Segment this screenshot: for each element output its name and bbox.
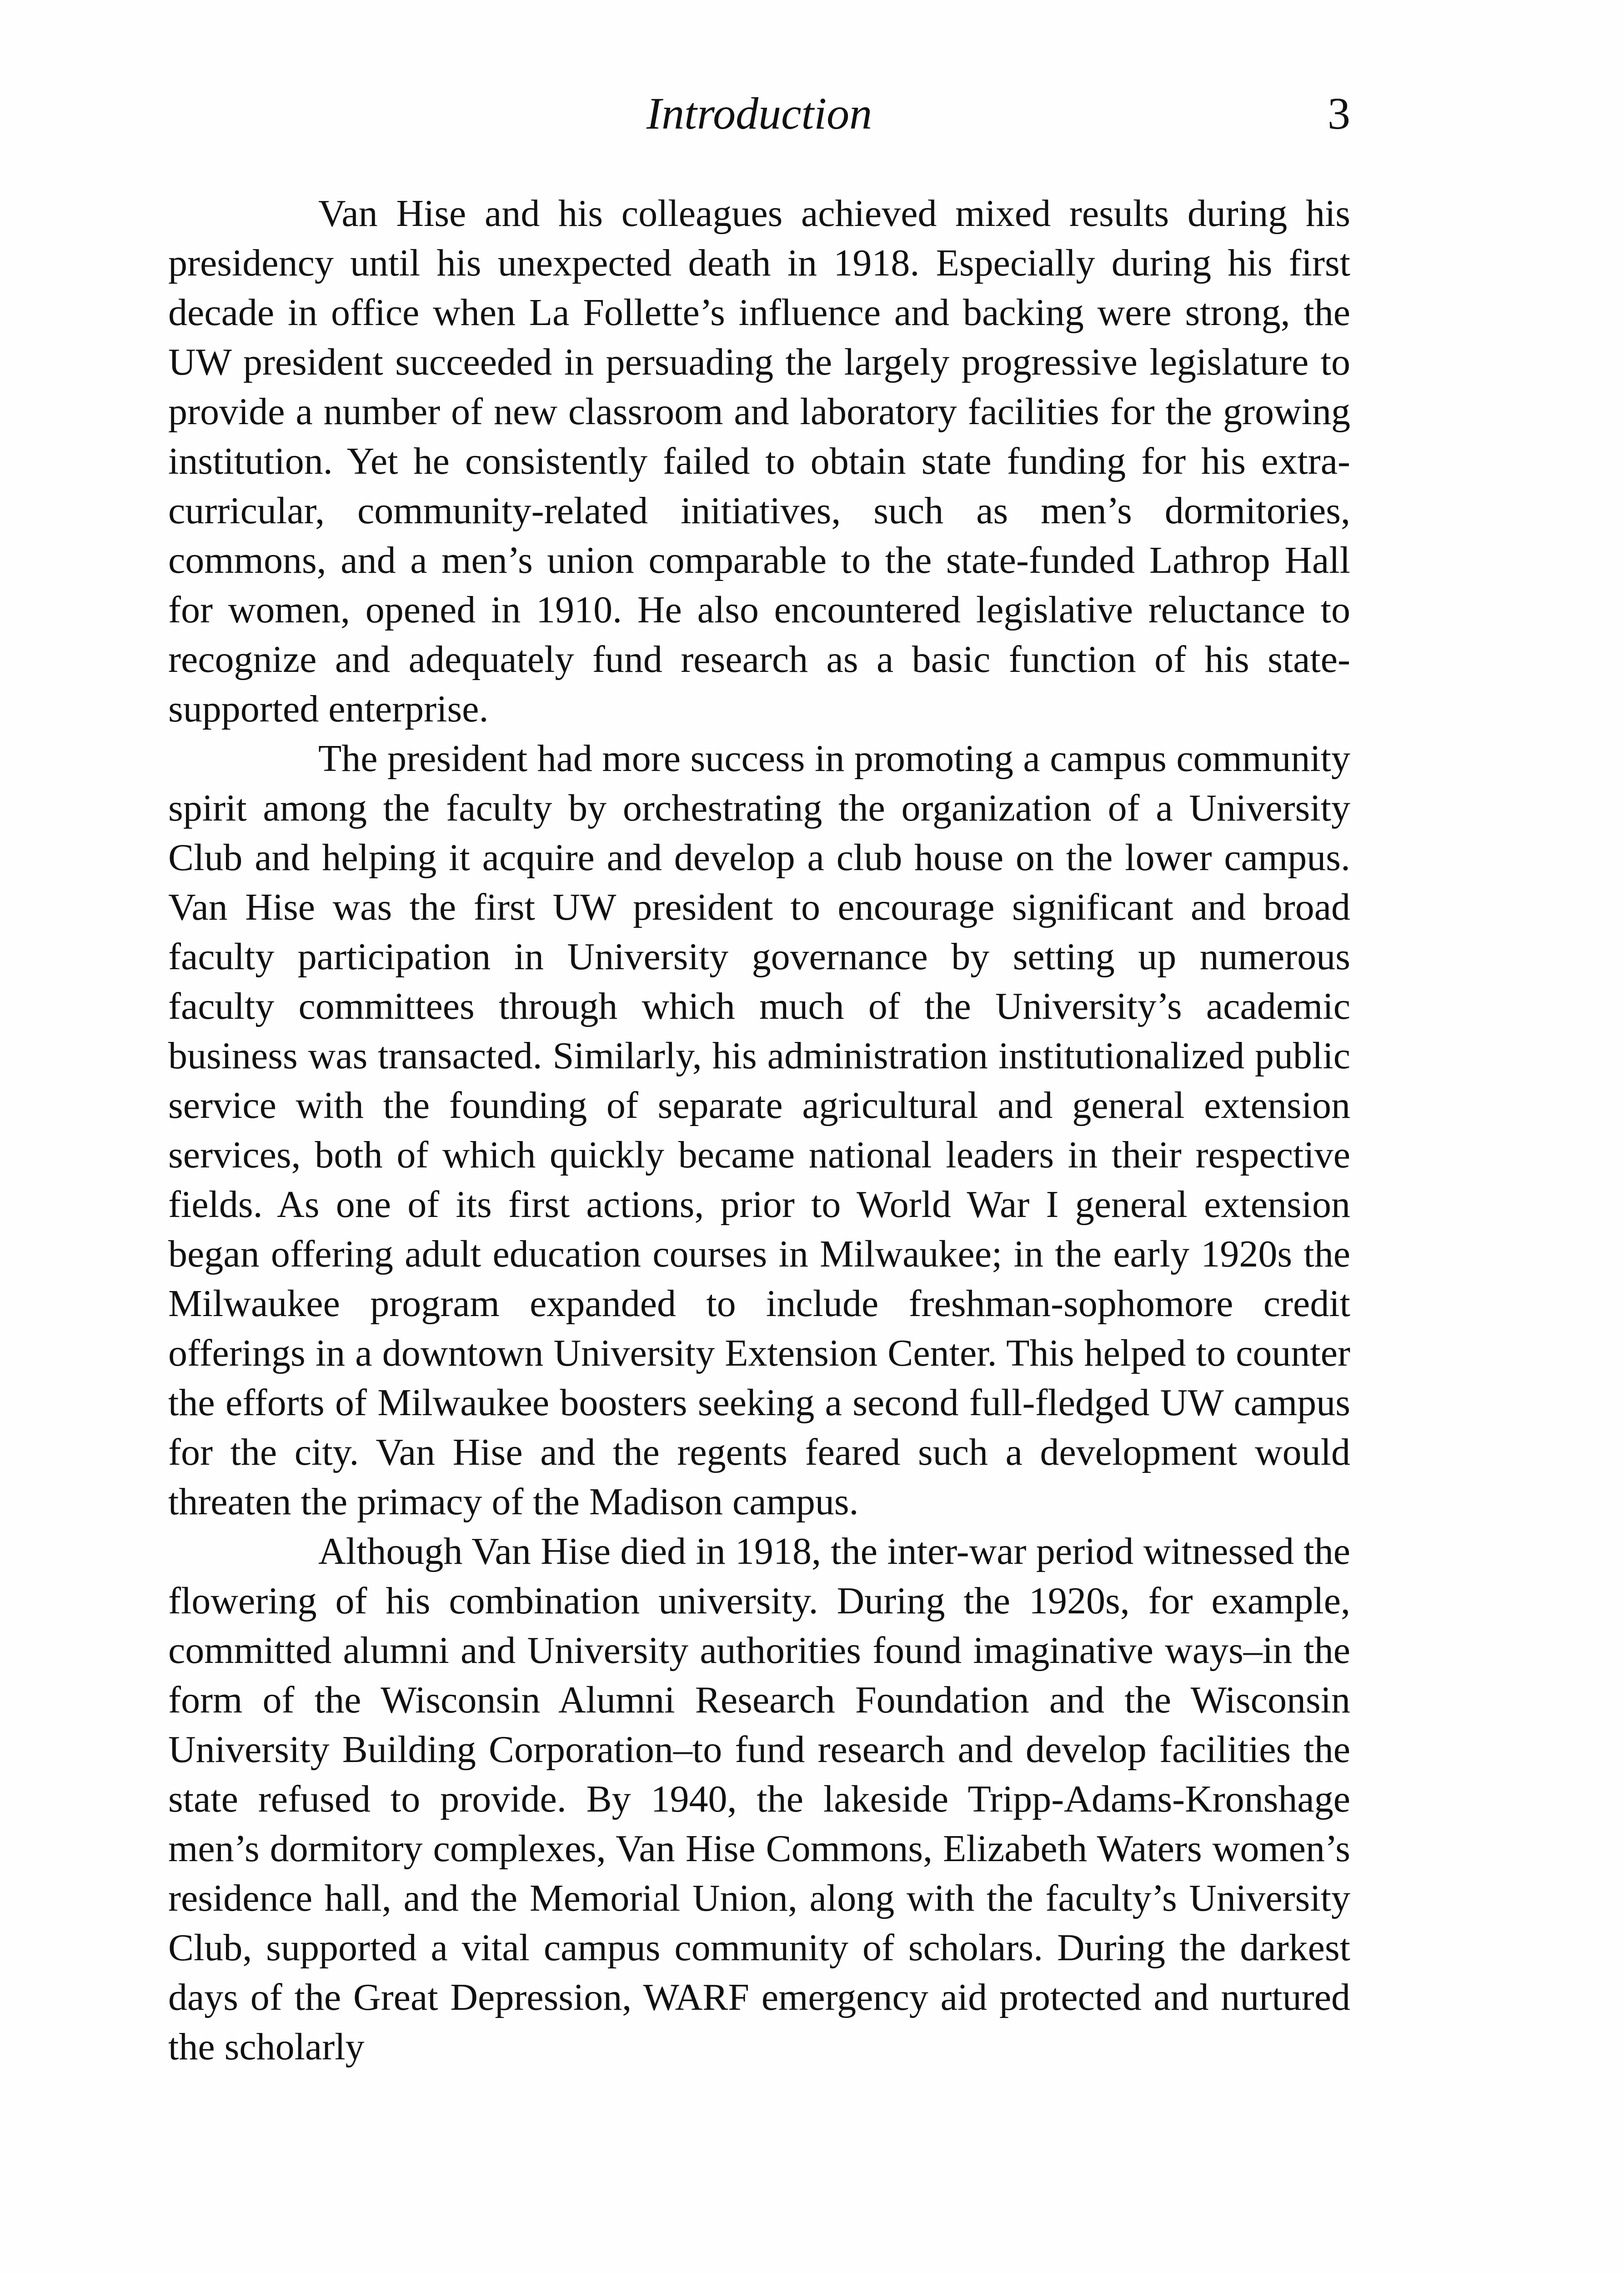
body-text bbox=[168, 189, 1350, 2072]
page-number: 3 bbox=[1328, 88, 1350, 139]
paragraph: Although Van Hise died in 1918, the inter-war period witnessed the flowering of his combination university. During the 1920s, for example, committed alumni and University authorities found imaginative ways–in the form of the Wisconsin Alumni Research Foundation and the Wisconsin University Building Corporation–to fund research and develop facilities the state refused to provide. By 1940, the lakeside Tripp-Adams-Kronshage men’s dormitory complexes, Van Hise Commons, Elizabeth Waters women’s residence hall, and the Memorial Union, along with the faculty’s University Club, supported a vital campus community of scholars. During the darkest days of the Great Depression, WARF emergency aid protected and nurtured the scholarly bbox=[168, 1530, 1350, 2068]
running-head bbox=[168, 86, 1350, 150]
running-title: Introduction bbox=[646, 88, 872, 139]
paragraph: Van Hise and his colleagues achieved mixed results during his presidency until his unexpected death in 1918. Especially during his first decade in office when La Follette’s influence and backing were strong, the UW president succeeded in persuading the largely progressive legislature to provide a number of new classroom and laboratory facilities for the growing institution. Yet he consistently failed to obtain state funding for his extra-curricular, community-related initiatives, such as men’s dormitories, commons, and a men’s union comparable to the state-funded Lathrop Hall for women, opened in 1910. He also encountered legislative reluctance to recognize and adequately fund research as a basic function of his state-supported enterprise. bbox=[168, 192, 1350, 730]
paragraph: The president had more success in promoting a campus community spirit among the faculty by orchestrating the organization of a University Club and helping it acquire and develop a club house on the lower campus. Van Hise was the first UW president to encourage significant and broad faculty participation in University governance by setting up numerous faculty committees through which much of the University’s academic business was transacted. Similarly, his administration institutionalized public service with the founding of separate agricultural and general extension services, both of which quickly became national leaders in their respective fields. As one of its first actions, prior to World War I general extension began offering adult education courses in Milwaukee; in the early 1920s the Milwaukee program expanded to include freshman-sophomore credit offerings in a downtown University Extension Center. This helped to counter the efforts of Milwaukee boosters seeking a second full-fledged UW campus for the city. Van Hise and the regents feared such a development would threaten the primacy of the Madison campus. bbox=[168, 737, 1350, 1523]
